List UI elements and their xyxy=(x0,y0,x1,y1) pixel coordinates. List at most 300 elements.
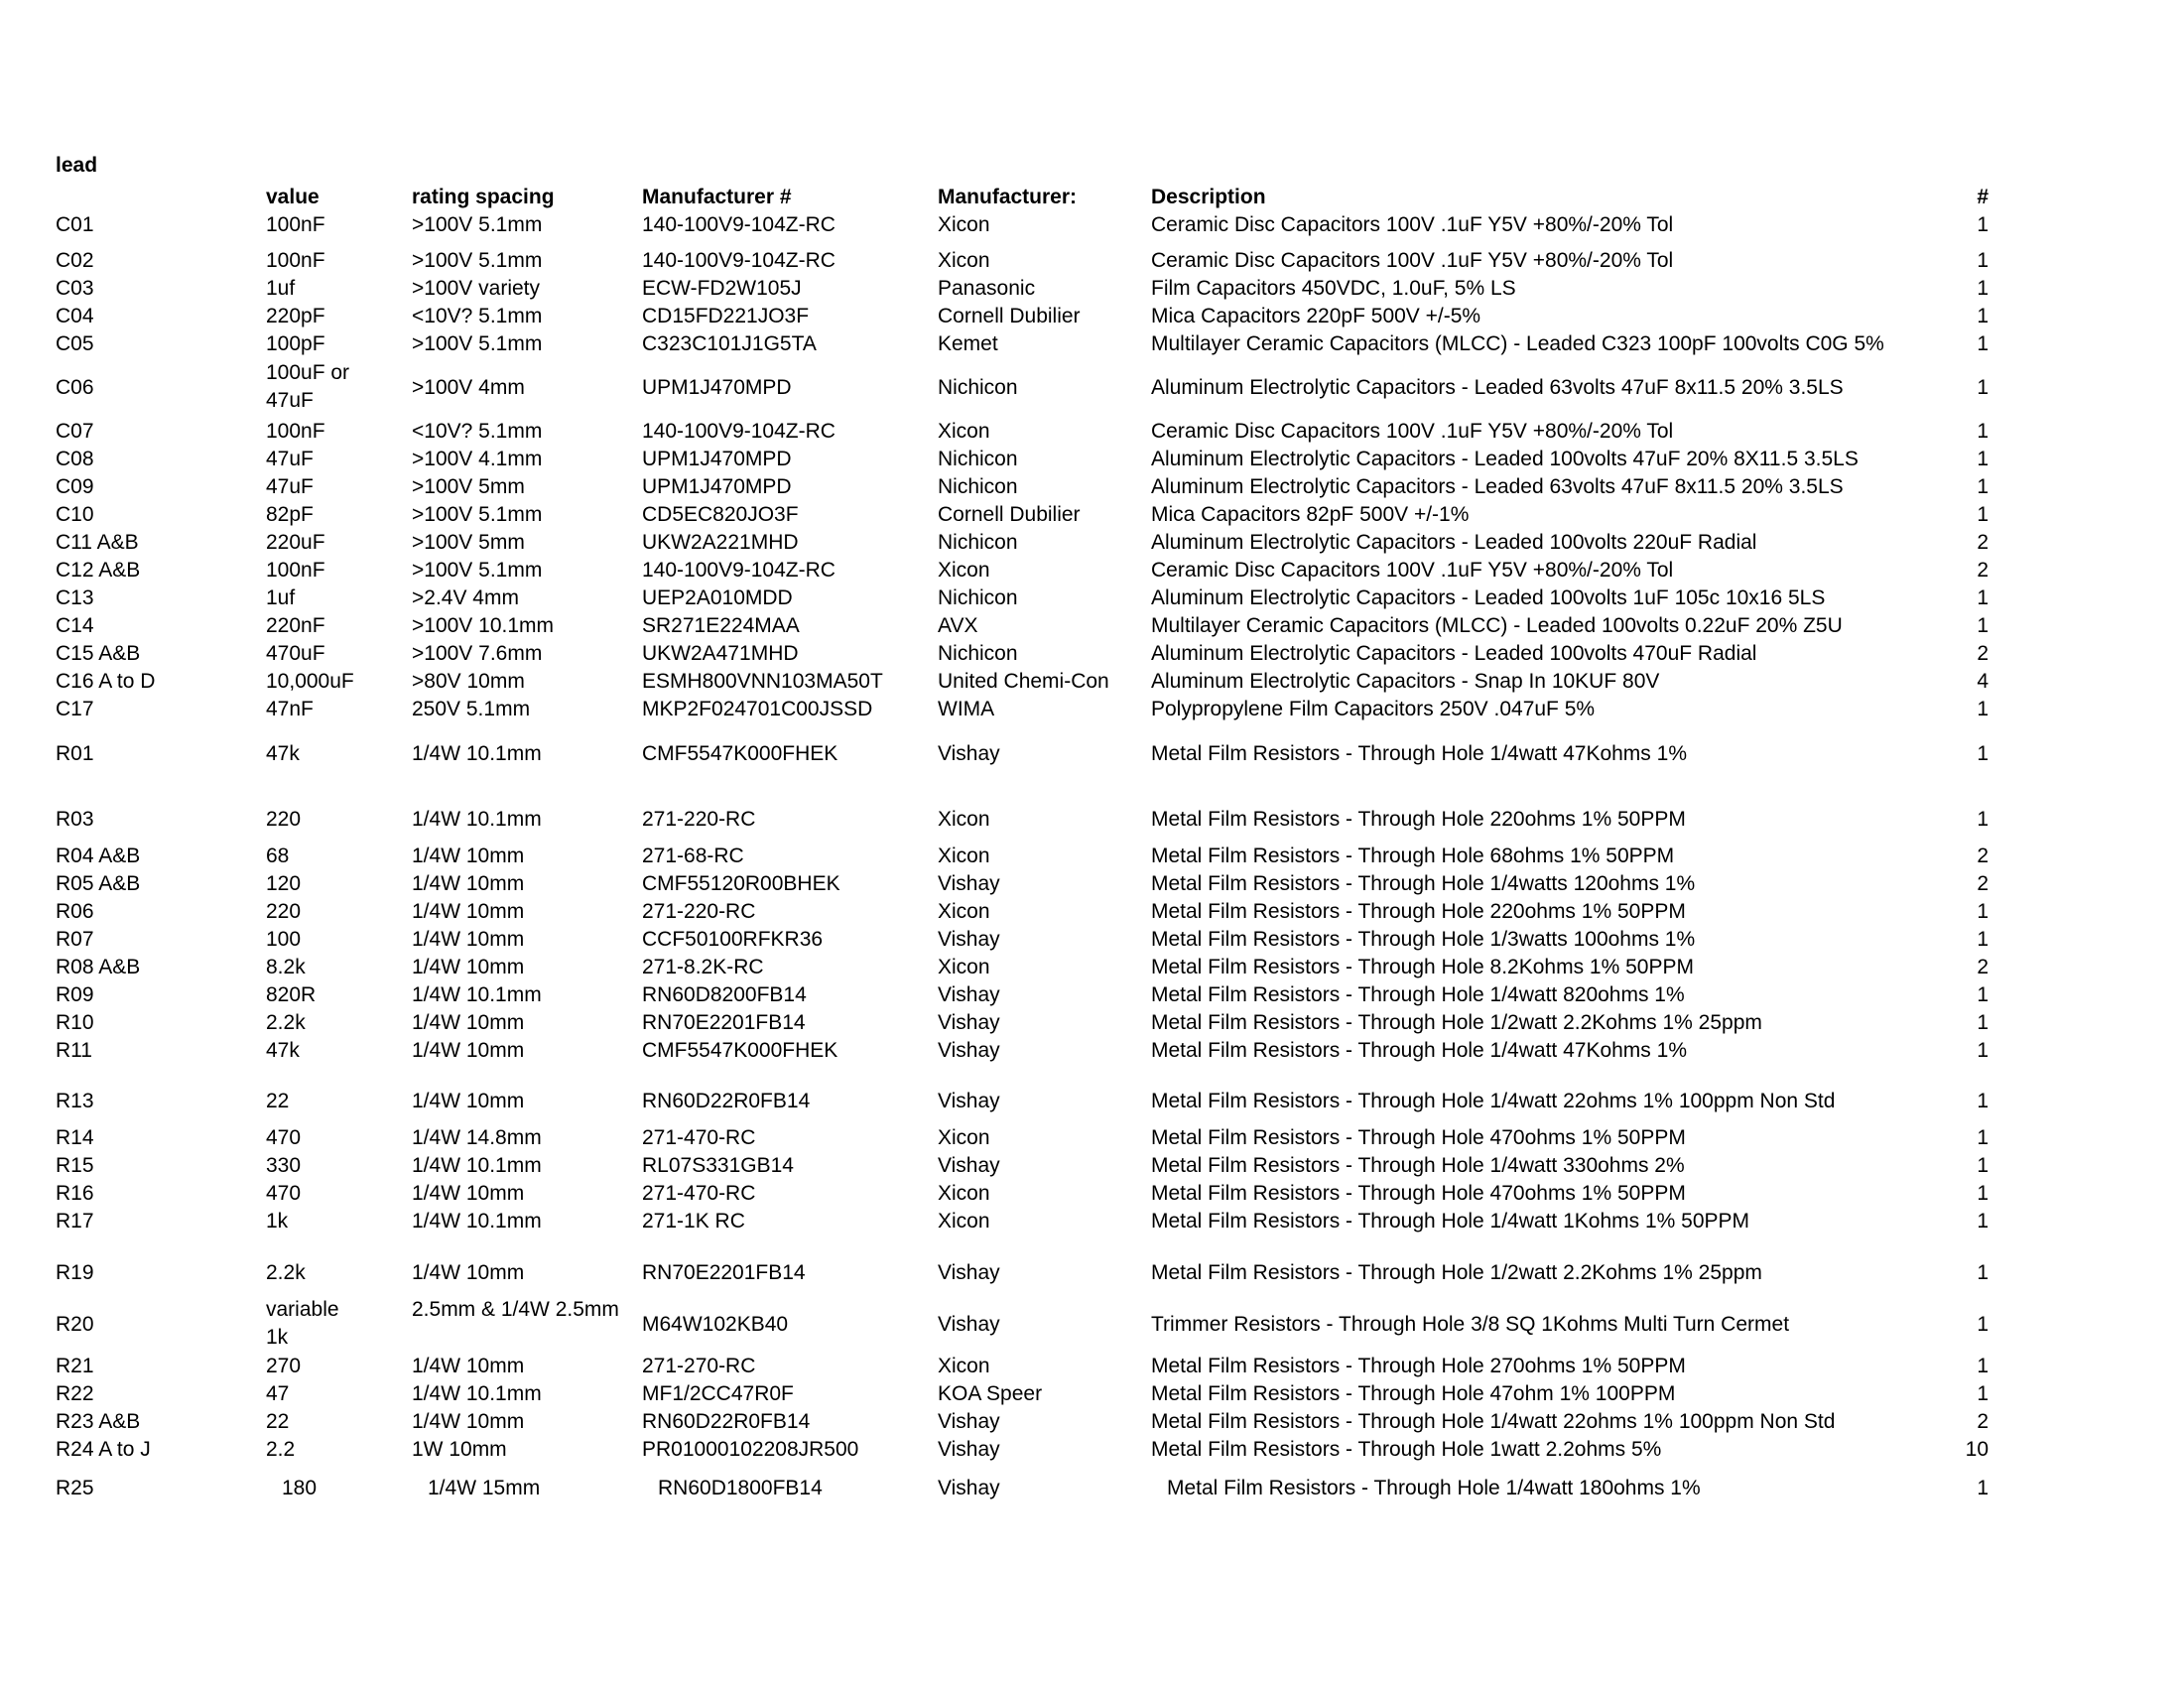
cell-rating: >100V 5.1mm xyxy=(412,503,543,526)
cell-manufacturer: Nichicon xyxy=(938,376,1018,399)
cell-value: 180 xyxy=(282,1477,318,1499)
cell-ref: C06 xyxy=(56,376,94,399)
cell-manufacturer: Vishay xyxy=(938,1261,1000,1284)
cell-manufacturer: Xicon xyxy=(938,249,990,272)
cell-manufacturer: Nichicon xyxy=(938,448,1018,470)
cell-ref: C04 xyxy=(56,305,94,327)
cell-description: Ceramic Disc Capacitors 100V .1uF Y5V +80%/-20% Tol xyxy=(1151,249,1674,272)
cell-description: Metal Film Resistors - Through Hole 8.2Kohms 1% 50PPM xyxy=(1151,956,1694,978)
cell-value: 68 xyxy=(266,844,290,867)
cell-mpn: UPM1J470MPD xyxy=(642,448,792,470)
cell-ref: R25 xyxy=(56,1477,94,1499)
cell-value: 220pF xyxy=(266,305,325,327)
table-row xyxy=(0,446,2184,473)
cell-ref: R16 xyxy=(56,1182,94,1205)
cell-rating: >100V 5mm xyxy=(412,475,525,498)
cell-ref: C16 A to D xyxy=(56,670,156,693)
cell-ref: C01 xyxy=(56,213,94,236)
cell-value: 100nF xyxy=(266,420,325,443)
cell-rating: >100V 5mm xyxy=(412,531,525,554)
cell-quantity: 1 xyxy=(1977,1090,1989,1112)
cell-value: 47uF xyxy=(266,448,314,470)
cell-ref: R08 A&B xyxy=(56,956,141,978)
cell-mpn: 271-270-RC xyxy=(642,1355,756,1377)
cell-manufacturer: Vishay xyxy=(938,1011,1000,1034)
cell-quantity: 1 xyxy=(1977,213,1989,236)
cell-description: Film Capacitors 450VDC, 1.0uF, 5% LS xyxy=(1151,277,1516,300)
cell-rating: 1/4W 10mm xyxy=(412,900,525,923)
cell-description: Aluminum Electrolytic Capacitors - Leaded 100volts 47uF 20% 8X11.5 3.5LS xyxy=(1151,448,1859,470)
cell-ref: R07 xyxy=(56,928,94,951)
section-title: lead xyxy=(56,154,98,177)
cell-description: Metal Film Resistors - Through Hole 1/2watt 2.2Kohms 1% 25ppm xyxy=(1151,1011,1762,1034)
cell-value: 47 xyxy=(266,1382,290,1405)
table-row xyxy=(0,1152,2184,1180)
cell-manufacturer: Vishay xyxy=(938,1039,1000,1062)
cell-description: Metal Film Resistors - Through Hole 1/2watt 2.2Kohms 1% 25ppm xyxy=(1151,1261,1762,1284)
cell-manufacturer: Panasonic xyxy=(938,277,1036,300)
cell-description: Mica Capacitors 82pF 500V +/-1% xyxy=(1151,503,1470,526)
cell-ref: C07 xyxy=(56,420,94,443)
cell-rating: 1/4W 10mm xyxy=(412,1182,525,1205)
cell-mpn: RN60D22R0FB14 xyxy=(642,1090,811,1112)
cell-value: 270 xyxy=(266,1355,302,1377)
cell-mpn: 271-470-RC xyxy=(642,1182,756,1205)
cell-manufacturer: Xicon xyxy=(938,956,990,978)
cell-quantity: 2 xyxy=(1977,844,1989,867)
table-row xyxy=(0,1436,2184,1464)
cell-value: 100nF xyxy=(266,213,325,236)
cell-rating: >100V 5.1mm xyxy=(412,559,543,582)
cell-ref: R21 xyxy=(56,1355,94,1377)
cell-quantity: 1 xyxy=(1977,332,1989,355)
table-row xyxy=(0,501,2184,529)
cell-mpn: CMF5547K000FHEK xyxy=(642,1039,838,1062)
cell-ref: R01 xyxy=(56,742,94,765)
cell-description: Multilayer Ceramic Capacitors (MLCC) - Leaded C323 100pF 100volts C0G 5% xyxy=(1151,332,1884,355)
cell-manufacturer: WIMA xyxy=(938,698,995,720)
cell-manufacturer: Xicon xyxy=(938,844,990,867)
cell-mpn: RN60D8200FB14 xyxy=(642,983,807,1006)
table-row xyxy=(0,1475,2184,1502)
cell-ref: C09 xyxy=(56,475,94,498)
cell-rating: >100V 5.1mm xyxy=(412,213,543,236)
table-row xyxy=(0,806,2184,834)
cell-rating: 1/4W 10mm xyxy=(412,1261,525,1284)
cell-value: 470uF xyxy=(266,642,325,665)
cell-description: Metal Film Resistors - Through Hole 1/4watt 47Kohms 1% xyxy=(1151,742,1687,765)
cell-quantity: 1 xyxy=(1977,1011,1989,1034)
cell-quantity: 1 xyxy=(1977,249,1989,272)
cell-ref: R09 xyxy=(56,983,94,1006)
cell-value: 470 xyxy=(266,1182,302,1205)
cell-manufacturer: Xicon xyxy=(938,1210,990,1233)
cell-quantity: 1 xyxy=(1977,1039,1989,1062)
cell-description: Metal Film Resistors - Through Hole 470ohms 1% 50PPM xyxy=(1151,1182,1686,1205)
cell-manufacturer: Xicon xyxy=(938,559,990,582)
cell-quantity: 1 xyxy=(1977,1182,1989,1205)
cell-value: 330 xyxy=(266,1154,302,1177)
table-row xyxy=(0,898,2184,926)
cell-ref: R20 xyxy=(56,1313,94,1336)
cell-quantity: 2 xyxy=(1977,531,1989,554)
cell-rating: 1/4W 10.1mm xyxy=(412,1154,542,1177)
cell-value: 100 xyxy=(266,928,302,951)
cell-value: 10,000uF xyxy=(266,670,354,693)
cell-ref: R23 A&B xyxy=(56,1410,141,1433)
cell-ref: R15 xyxy=(56,1154,94,1177)
cell-quantity: 1 xyxy=(1977,698,1989,720)
cell-manufacturer: Vishay xyxy=(938,1477,1000,1499)
cell-rating: 1/4W 15mm xyxy=(428,1477,541,1499)
cell-quantity: 1 xyxy=(1977,1313,1989,1336)
header-value: value xyxy=(266,186,320,208)
cell-quantity: 1 xyxy=(1977,503,1989,526)
cell-value: 220uF xyxy=(266,531,325,554)
cell-rating: 1/4W 10mm xyxy=(412,1011,525,1034)
cell-value: 2.2k xyxy=(266,1011,306,1034)
cell-quantity: 1 xyxy=(1977,1382,1989,1405)
cell-description: Metal Film Resistors - Through Hole 220ohms 1% 50PPM xyxy=(1151,900,1686,923)
cell-manufacturer: Xicon xyxy=(938,1182,990,1205)
cell-rating: 250V 5.1mm xyxy=(412,698,531,720)
cell-mpn: RN60D22R0FB14 xyxy=(642,1410,811,1433)
cell-rating: >80V 10mm xyxy=(412,670,525,693)
cell-ref: R22 xyxy=(56,1382,94,1405)
cell-ref: R10 xyxy=(56,1011,94,1034)
cell-quantity: 1 xyxy=(1977,614,1989,637)
cell-value: 47k xyxy=(266,742,300,765)
cell-mpn: ECW-FD2W105J xyxy=(642,277,802,300)
cell-manufacturer: AVX xyxy=(938,614,978,637)
cell-rating: >100V 5.1mm xyxy=(412,332,543,355)
table-row xyxy=(0,1088,2184,1115)
cell-description: Metal Film Resistors - Through Hole 1/4watt 22ohms 1% 100ppm Non Std xyxy=(1151,1090,1836,1112)
cell-rating: 1/4W 10.1mm xyxy=(412,1210,542,1233)
cell-rating: >100V 4.1mm xyxy=(412,448,543,470)
cell-value: 1uf xyxy=(266,586,296,609)
cell-manufacturer: Xicon xyxy=(938,213,990,236)
cell-ref: R04 A&B xyxy=(56,844,141,867)
cell-rating: >100V 4mm xyxy=(412,376,525,399)
cell-quantity: 10 xyxy=(1965,1438,1989,1461)
cell-value: 470 xyxy=(266,1126,302,1149)
cell-mpn: PR01000102208JR500 xyxy=(642,1438,859,1461)
cell-value: 1uf xyxy=(266,277,296,300)
cell-description: Metal Film Resistors - Through Hole 47ohm 1% 100PPM xyxy=(1151,1382,1676,1405)
cell-rating: <10V? 5.1mm xyxy=(412,305,543,327)
cell-mpn: ESMH800VNN103MA50T xyxy=(642,670,883,693)
cell-description: Ceramic Disc Capacitors 100V .1uF Y5V +80%/-20% Tol xyxy=(1151,420,1674,443)
cell-manufacturer: United Chemi-Con xyxy=(938,670,1109,693)
cell-description: Trimmer Resistors - Through Hole 3/8 SQ 1Kohms Multi Turn Cermet xyxy=(1151,1313,1790,1336)
cell-manufacturer: Vishay xyxy=(938,983,1000,1006)
cell-manufacturer: Kemet xyxy=(938,332,998,355)
cell-description: Metal Film Resistors - Through Hole 1/4watt 330ohms 2% xyxy=(1151,1154,1685,1177)
cell-manufacturer: Xicon xyxy=(938,900,990,923)
cell-manufacturer: Xicon xyxy=(938,808,990,831)
table-row xyxy=(0,1353,2184,1380)
cell-rating: 1/4W 14.8mm xyxy=(412,1126,542,1149)
table-row xyxy=(0,1208,2184,1235)
cell-description: Mica Capacitors 220pF 500V +/-5% xyxy=(1151,305,1481,327)
cell-description: Metal Film Resistors - Through Hole 1/3watts 100ohms 1% xyxy=(1151,928,1696,951)
cell-description: Metal Film Resistors - Through Hole 68ohms 1% 50PPM xyxy=(1151,844,1675,867)
cell-rating: 1/4W 10mm xyxy=(412,1039,525,1062)
cell-mpn: CMF55120R00BHEK xyxy=(642,872,840,895)
table-row xyxy=(0,981,2184,1009)
cell-mpn: UEP2A010MDD xyxy=(642,586,793,609)
cell-mpn: RN70E2201FB14 xyxy=(642,1261,806,1284)
cell-manufacturer: Vishay xyxy=(938,742,1000,765)
cell-description: Polypropylene Film Capacitors 250V .047uF 5% xyxy=(1151,698,1596,720)
header-manufacturer-number: Manufacturer # xyxy=(642,186,792,208)
cell-description: Multilayer Ceramic Capacitors (MLCC) - Leaded 100volts 0.22uF 20% Z5U xyxy=(1151,614,1843,637)
cell-value: 100uF or 47uF xyxy=(266,361,350,412)
cell-description: Ceramic Disc Capacitors 100V .1uF Y5V +80%/-20% Tol xyxy=(1151,213,1674,236)
cell-manufacturer: Nichicon xyxy=(938,475,1018,498)
cell-description: Metal Film Resistors - Through Hole 1/4watt 22ohms 1% 100ppm Non Std xyxy=(1151,1410,1836,1433)
cell-manufacturer: Nichicon xyxy=(938,642,1018,665)
cell-mpn: SR271E224MAA xyxy=(642,614,800,637)
cell-mpn: 271-1K RC xyxy=(642,1210,745,1233)
cell-mpn: RN70E2201FB14 xyxy=(642,1011,806,1034)
table-row xyxy=(0,584,2184,612)
cell-mpn: 271-470-RC xyxy=(642,1126,756,1149)
cell-mpn: RN60D1800FB14 xyxy=(658,1477,823,1499)
cell-rating: >100V 5.1mm xyxy=(412,249,543,272)
cell-value: 2.2k xyxy=(266,1261,306,1284)
cell-rating: 1/4W 10mm xyxy=(412,844,525,867)
cell-mpn: UPM1J470MPD xyxy=(642,475,792,498)
cell-rating: >100V variety xyxy=(412,277,540,300)
table-header xyxy=(0,184,2184,211)
table-row xyxy=(0,557,2184,584)
cell-mpn: UPM1J470MPD xyxy=(642,376,792,399)
cell-mpn: UKW2A221MHD xyxy=(642,531,799,554)
table-row xyxy=(0,1380,2184,1408)
cell-quantity: 1 xyxy=(1977,1154,1989,1177)
cell-ref: C15 A&B xyxy=(56,642,141,665)
cell-quantity: 2 xyxy=(1977,642,1989,665)
cell-manufacturer: Vishay xyxy=(938,1410,1000,1433)
cell-mpn: CD15FD221JO3F xyxy=(642,305,810,327)
cell-manufacturer: Nichicon xyxy=(938,586,1018,609)
table-row xyxy=(0,926,2184,954)
cell-rating: 1/4W 10mm xyxy=(412,928,525,951)
cell-description: Aluminum Electrolytic Capacitors - Snap In 10KUF 80V xyxy=(1151,670,1660,693)
cell-quantity: 1 xyxy=(1977,277,1989,300)
table-row xyxy=(0,361,2184,412)
cell-mpn: UKW2A471MHD xyxy=(642,642,799,665)
cell-value: 120 xyxy=(266,872,302,895)
cell-description: Metal Film Resistors - Through Hole 1watt 2.2ohms 5% xyxy=(1151,1438,1662,1461)
cell-quantity: 1 xyxy=(1977,1477,1989,1499)
header-description: Description xyxy=(1151,186,1266,208)
cell-rating: 1/4W 10mm xyxy=(412,1410,525,1433)
cell-quantity: 1 xyxy=(1977,983,1989,1006)
cell-value: 100pF xyxy=(266,332,325,355)
cell-description: Ceramic Disc Capacitors 100V .1uF Y5V +80%/-20% Tol xyxy=(1151,559,1674,582)
cell-quantity: 1 xyxy=(1977,900,1989,923)
cell-quantity: 2 xyxy=(1977,956,1989,978)
cell-mpn: MF1/2CC47R0F xyxy=(642,1382,794,1405)
cell-rating: 1/4W 10mm xyxy=(412,872,525,895)
cell-mpn: 140-100V9-104Z-RC xyxy=(642,420,835,443)
cell-description: Metal Film Resistors - Through Hole 270ohms 1% 50PPM xyxy=(1151,1355,1686,1377)
header-manufacturer: Manufacturer: xyxy=(938,186,1078,208)
cell-quantity: 2 xyxy=(1977,872,1989,895)
cell-manufacturer: Vishay xyxy=(938,872,1000,895)
table-row xyxy=(0,529,2184,557)
cell-mpn: 271-220-RC xyxy=(642,900,756,923)
cell-mpn: 140-100V9-104Z-RC xyxy=(642,249,835,272)
table-row xyxy=(0,612,2184,640)
cell-ref: C12 A&B xyxy=(56,559,141,582)
cell-manufacturer: Cornell Dubilier xyxy=(938,305,1081,327)
table-row xyxy=(0,1298,2184,1349)
cell-value: 1k xyxy=(266,1210,289,1233)
cell-ref: R14 xyxy=(56,1126,94,1149)
table-row xyxy=(0,303,2184,330)
cell-ref: C14 xyxy=(56,614,94,637)
cell-description: Metal Film Resistors - Through Hole 1/4watt 180ohms 1% xyxy=(1167,1477,1701,1499)
cell-value: 47k xyxy=(266,1039,300,1062)
cell-description: Aluminum Electrolytic Capacitors - Leaded 100volts 470uF Radial xyxy=(1151,642,1757,665)
cell-ref: C13 xyxy=(56,586,94,609)
cell-description: Metal Film Resistors - Through Hole 1/4watts 120ohms 1% xyxy=(1151,872,1696,895)
cell-quantity: 4 xyxy=(1977,670,1989,693)
table-row xyxy=(0,247,2184,275)
cell-value: 2.2 xyxy=(266,1438,296,1461)
cell-value: 22 xyxy=(266,1090,290,1112)
cell-description: Aluminum Electrolytic Capacitors - Leaded 63volts 47uF 8x11.5 20% 3.5LS xyxy=(1151,376,1844,399)
cell-quantity: 2 xyxy=(1977,559,1989,582)
table-row xyxy=(0,1124,2184,1152)
cell-mpn: CMF5547K000FHEK xyxy=(642,742,838,765)
cell-quantity: 1 xyxy=(1977,586,1989,609)
cell-value: 47nF xyxy=(266,698,314,720)
cell-rating: 1/4W 10.1mm xyxy=(412,983,542,1006)
cell-description: Metal Film Resistors - Through Hole 1/4watt 1Kohms 1% 50PPM xyxy=(1151,1210,1750,1233)
cell-quantity: 1 xyxy=(1977,475,1989,498)
cell-manufacturer: Vishay xyxy=(938,1438,1000,1461)
table-row xyxy=(0,418,2184,446)
cell-ref: C02 xyxy=(56,249,94,272)
cell-manufacturer: KOA Speer xyxy=(938,1382,1043,1405)
cell-value: 8.2k xyxy=(266,956,306,978)
cell-rating: 1/4W 10.1mm xyxy=(412,1382,542,1405)
table-row xyxy=(0,843,2184,870)
table-row xyxy=(0,1037,2184,1065)
cell-value: 82pF xyxy=(266,503,314,526)
cell-description: Metal Film Resistors - Through Hole 220ohms 1% 50PPM xyxy=(1151,808,1686,831)
table-row xyxy=(0,211,2184,239)
cell-rating: 1/4W 10mm xyxy=(412,1090,525,1112)
cell-quantity: 1 xyxy=(1977,808,1989,831)
cell-value: 820R xyxy=(266,983,317,1006)
cell-manufacturer: Xicon xyxy=(938,1355,990,1377)
cell-value: 220nF xyxy=(266,614,325,637)
cell-ref: C03 xyxy=(56,277,94,300)
cell-manufacturer: Vishay xyxy=(938,1090,1000,1112)
cell-mpn: 140-100V9-104Z-RC xyxy=(642,213,835,236)
cell-ref: R24 A to J xyxy=(56,1438,151,1461)
cell-value: 220 xyxy=(266,808,302,831)
cell-value: 100nF xyxy=(266,249,325,272)
cell-manufacturer: Xicon xyxy=(938,420,990,443)
table-row xyxy=(0,1009,2184,1037)
cell-mpn: 271-220-RC xyxy=(642,808,756,831)
table-row xyxy=(0,696,2184,723)
cell-mpn: CD5EC820JO3F xyxy=(642,503,799,526)
cell-rating: >2.4V 4mm xyxy=(412,586,519,609)
cell-description: Metal Film Resistors - Through Hole 1/4watt 47Kohms 1% xyxy=(1151,1039,1687,1062)
cell-quantity: 1 xyxy=(1977,1355,1989,1377)
cell-rating: >100V 7.6mm xyxy=(412,642,543,665)
cell-ref: R17 xyxy=(56,1210,94,1233)
cell-ref: C17 xyxy=(56,698,94,720)
cell-manufacturer: Cornell Dubilier xyxy=(938,503,1081,526)
cell-quantity: 1 xyxy=(1977,448,1989,470)
cell-value: 100nF xyxy=(266,559,325,582)
cell-ref: C10 xyxy=(56,503,94,526)
cell-ref: C05 xyxy=(56,332,94,355)
cell-mpn: 271-68-RC xyxy=(642,844,744,867)
cell-description: Metal Film Resistors - Through Hole 1/4watt 820ohms 1% xyxy=(1151,983,1685,1006)
cell-rating: 1W 10mm xyxy=(412,1438,507,1461)
cell-ref: C11 A&B xyxy=(56,531,139,554)
table-row xyxy=(0,740,2184,768)
cell-ref: R11 xyxy=(56,1039,92,1062)
table-row xyxy=(0,1180,2184,1208)
cell-rating: >100V 10.1mm xyxy=(412,614,555,637)
cell-mpn: RL07S331GB14 xyxy=(642,1154,794,1177)
cell-description: Aluminum Electrolytic Capacitors - Leaded 100volts 220uF Radial xyxy=(1151,531,1757,554)
table-row xyxy=(0,330,2184,358)
cell-value: 22 xyxy=(266,1410,290,1433)
cell-manufacturer: Vishay xyxy=(938,1313,1000,1336)
cell-mpn: 140-100V9-104Z-RC xyxy=(642,559,835,582)
cell-value: 47uF xyxy=(266,475,314,498)
cell-ref: R13 xyxy=(56,1090,94,1112)
cell-ref: R06 xyxy=(56,900,94,923)
table-row xyxy=(0,668,2184,696)
cell-description: Metal Film Resistors - Through Hole 470ohms 1% 50PPM xyxy=(1151,1126,1686,1149)
cell-mpn: MKP2F024701C00JSSD xyxy=(642,698,873,720)
table-row xyxy=(0,473,2184,501)
cell-quantity: 1 xyxy=(1977,420,1989,443)
cell-mpn: M64W102KB40 xyxy=(642,1313,789,1336)
cell-value: 220 xyxy=(266,900,302,923)
table-row xyxy=(0,1408,2184,1436)
cell-ref: R05 A&B xyxy=(56,872,141,895)
header-quantity: # xyxy=(1977,186,1989,208)
cell-quantity: 1 xyxy=(1977,1126,1989,1149)
cell-ref: R03 xyxy=(56,808,94,831)
cell-rating: 1/4W 10.1mm xyxy=(412,808,542,831)
cell-mpn: C323C101J1G5TA xyxy=(642,332,817,355)
cell-description: Aluminum Electrolytic Capacitors - Leaded 100volts 1uF 105c 10x16 5LS xyxy=(1151,586,1826,609)
cell-ref: R19 xyxy=(56,1261,94,1284)
cell-mpn: CCF50100RFKR36 xyxy=(642,928,824,951)
cell-rating: 1/4W 10mm xyxy=(412,1355,525,1377)
cell-manufacturer: Nichicon xyxy=(938,531,1018,554)
cell-quantity: 1 xyxy=(1977,305,1989,327)
cell-quantity: 1 xyxy=(1977,742,1989,765)
table-row xyxy=(0,275,2184,303)
cell-rating: 2.5mm & 1/4W 2.5mm xyxy=(412,1298,619,1321)
